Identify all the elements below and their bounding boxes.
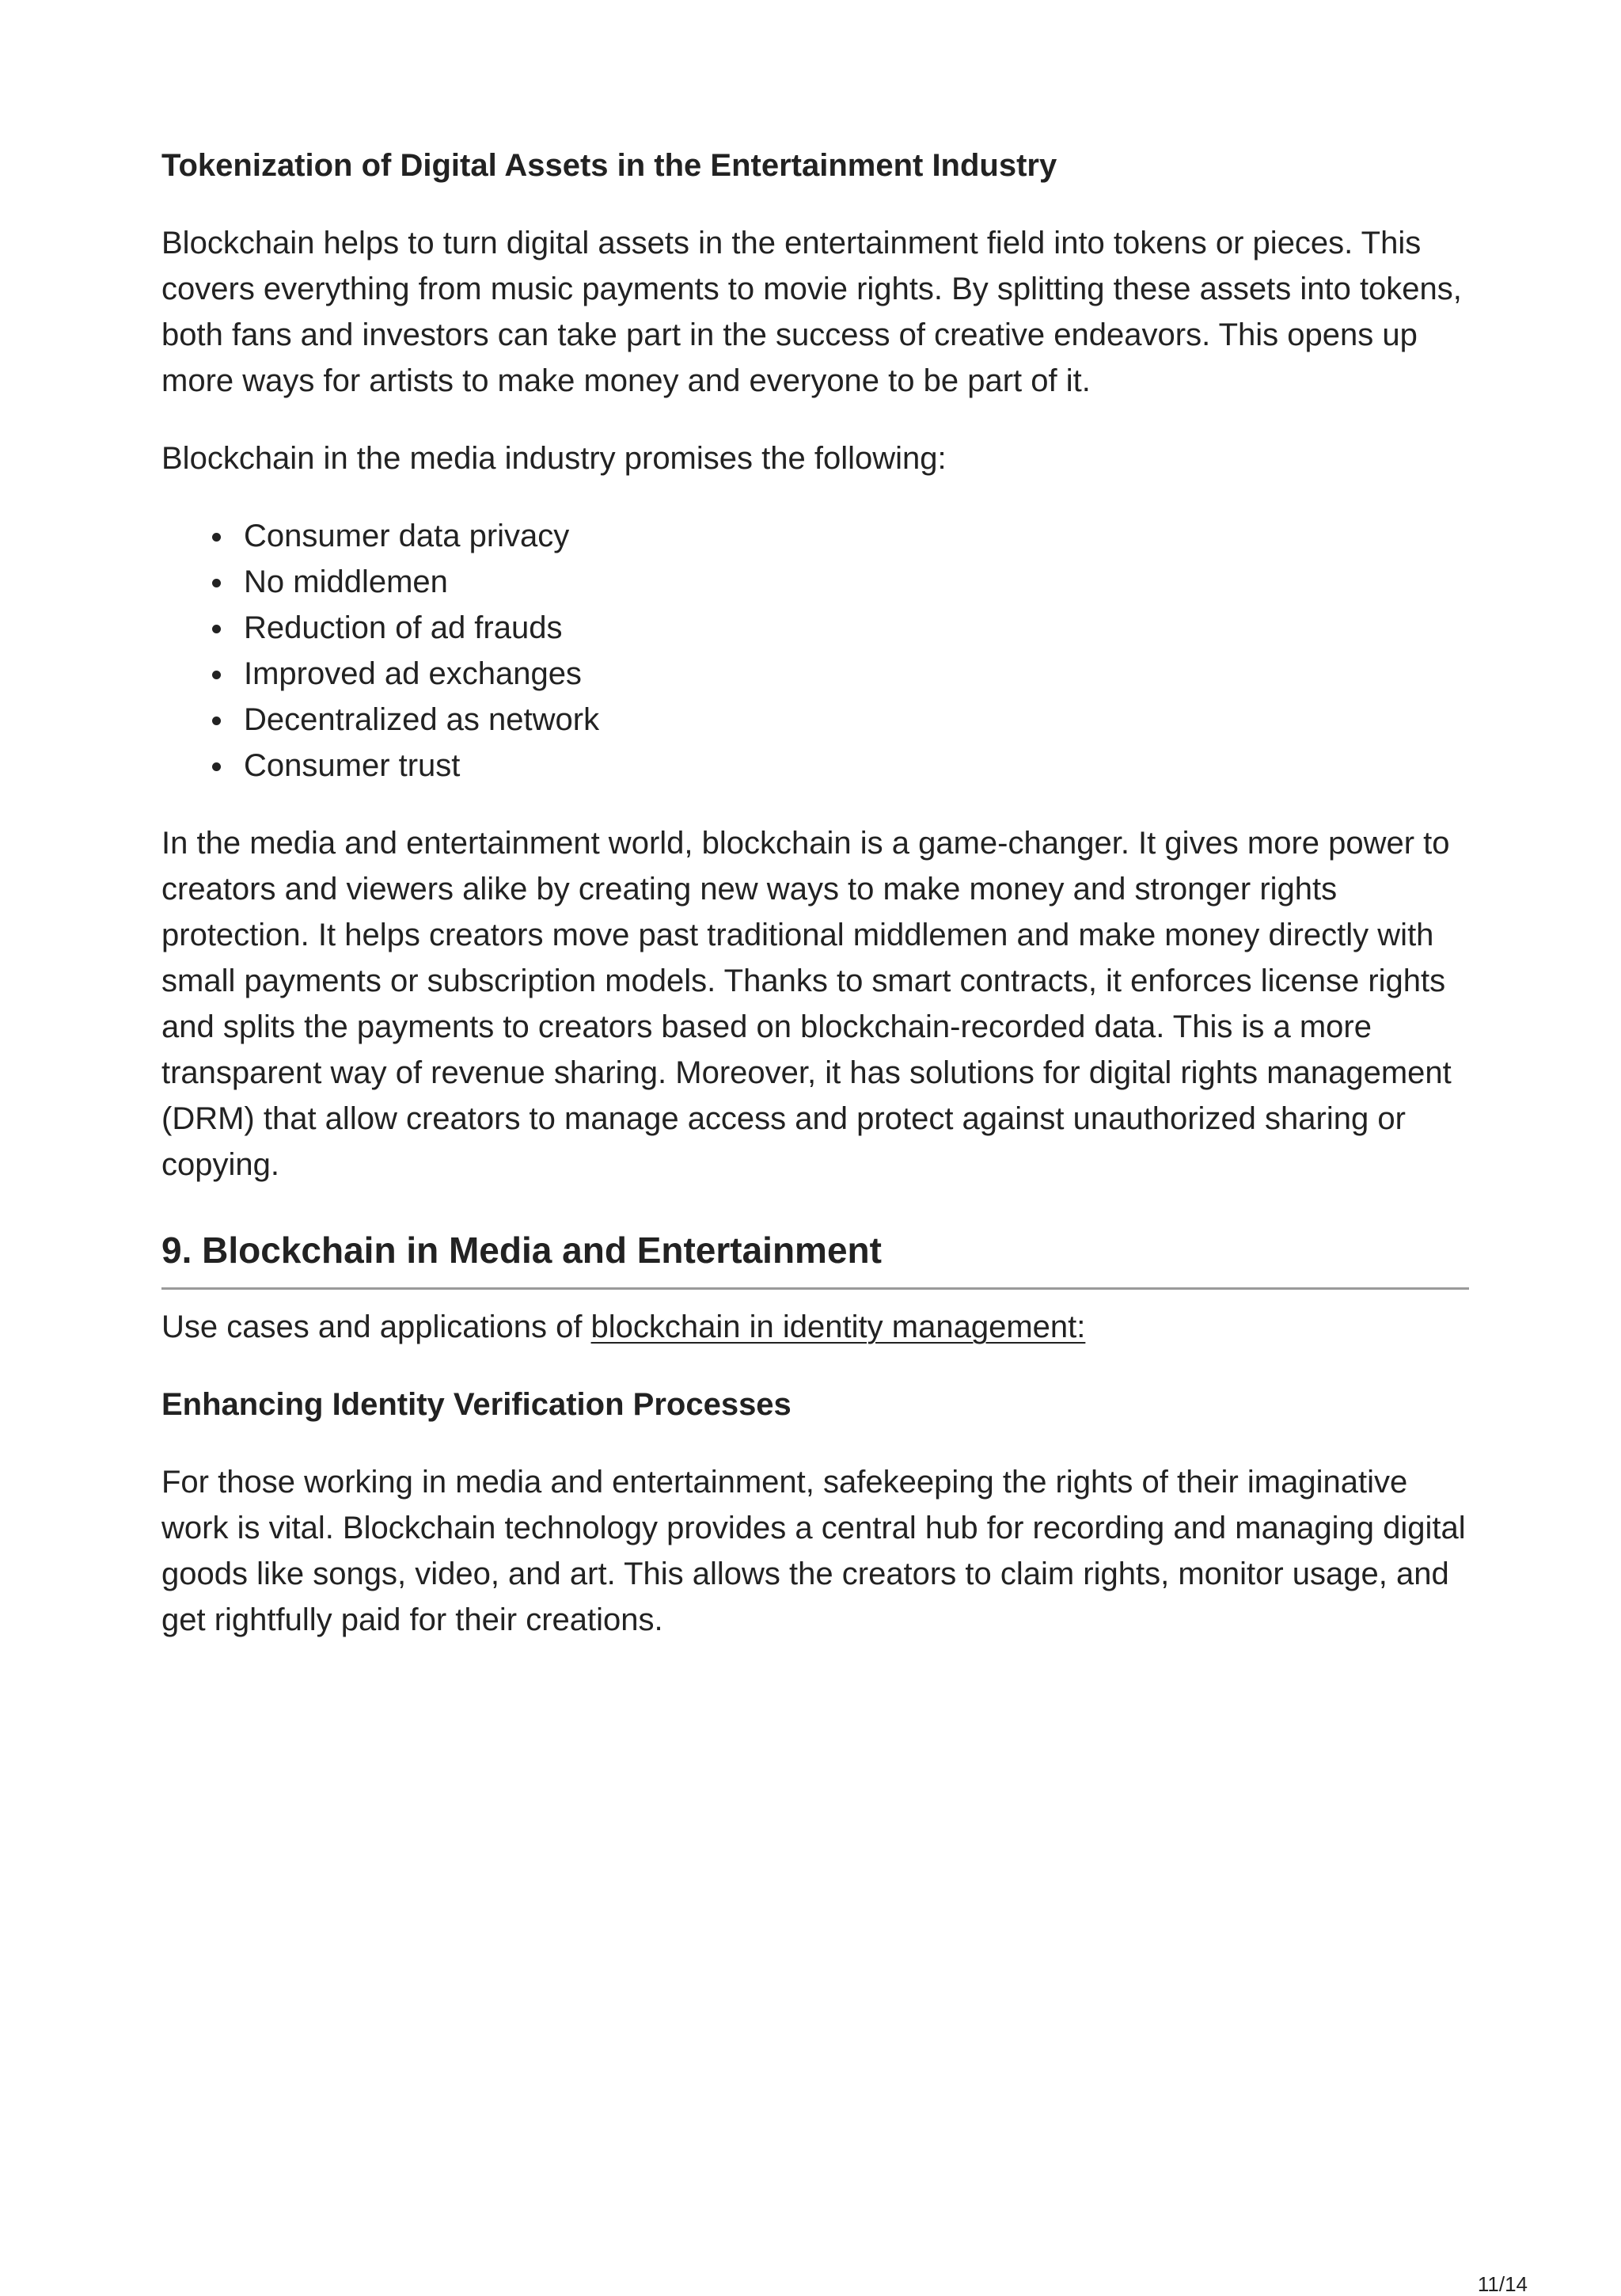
tokenization-heading: Tokenization of Digital Assets in the Entertainment Industry xyxy=(161,148,1057,183)
identity-verification-heading: Enhancing Identity Verification Processes xyxy=(161,1387,792,1422)
page-number: 11/14 xyxy=(1477,2272,1528,2296)
promises-intro: Blockchain in the media industry promises the following: xyxy=(161,441,947,476)
tokenization-paragraph: Blockchain helps to turn digital assets in the entertainment field into tokens or pieces. This covers everything from music payments to movie rights. By splitting these assets into tokens, both fans and investors can take part in the success of creative endeavors. This opens up more ways for artists to make money and everyone to be part of it. xyxy=(161,226,1462,398)
list-item: Improved ad exchanges xyxy=(161,651,1469,697)
media-paragraph: In the media and entertainment world, blockchain is a game-changer. It gives more power to creators and viewers alike by creating new ways to make money and stronger rights protection. It helps creators move past traditional middlemen and make money directly with small payments or subscription models. Thanks to smart contracts, it enforces license rights and splits the payments to creators based on blockchain-recorded data. This is a more transparent way of revenue sharing. Moreover, it has solutions for digital rights management (DRM) that allow creators to manage access and protect against unauthorized sharing or copying. xyxy=(161,826,1452,1182)
identity-verification-paragraph: For those working in media and entertainment, safekeeping the rights of their imaginative work is vital. Blockchain technology provides a central hub for recording and managing digital goods like songs, video, and art. This allows the creators to claim rights, monitor usage, and get rightfully paid for their creations. xyxy=(161,1465,1466,1637)
identity-management-link[interactable]: blockchain in identity management: xyxy=(590,1310,1086,1344)
list-item: Consumer trust xyxy=(161,743,1469,789)
list-item: Reduction of ad frauds xyxy=(161,605,1469,651)
document-page xyxy=(161,143,1469,1643)
list-item: No middlemen xyxy=(161,559,1469,605)
list-item: Consumer data privacy xyxy=(161,513,1469,559)
promises-list xyxy=(161,513,1469,789)
section-9-intro xyxy=(161,1304,1469,1350)
section-9-title: 9. Blockchain in Media and Entertainment xyxy=(161,1227,1469,1290)
section-9-intro-text: Use cases and applications of xyxy=(161,1310,591,1344)
list-item: Decentralized as network xyxy=(161,697,1469,743)
